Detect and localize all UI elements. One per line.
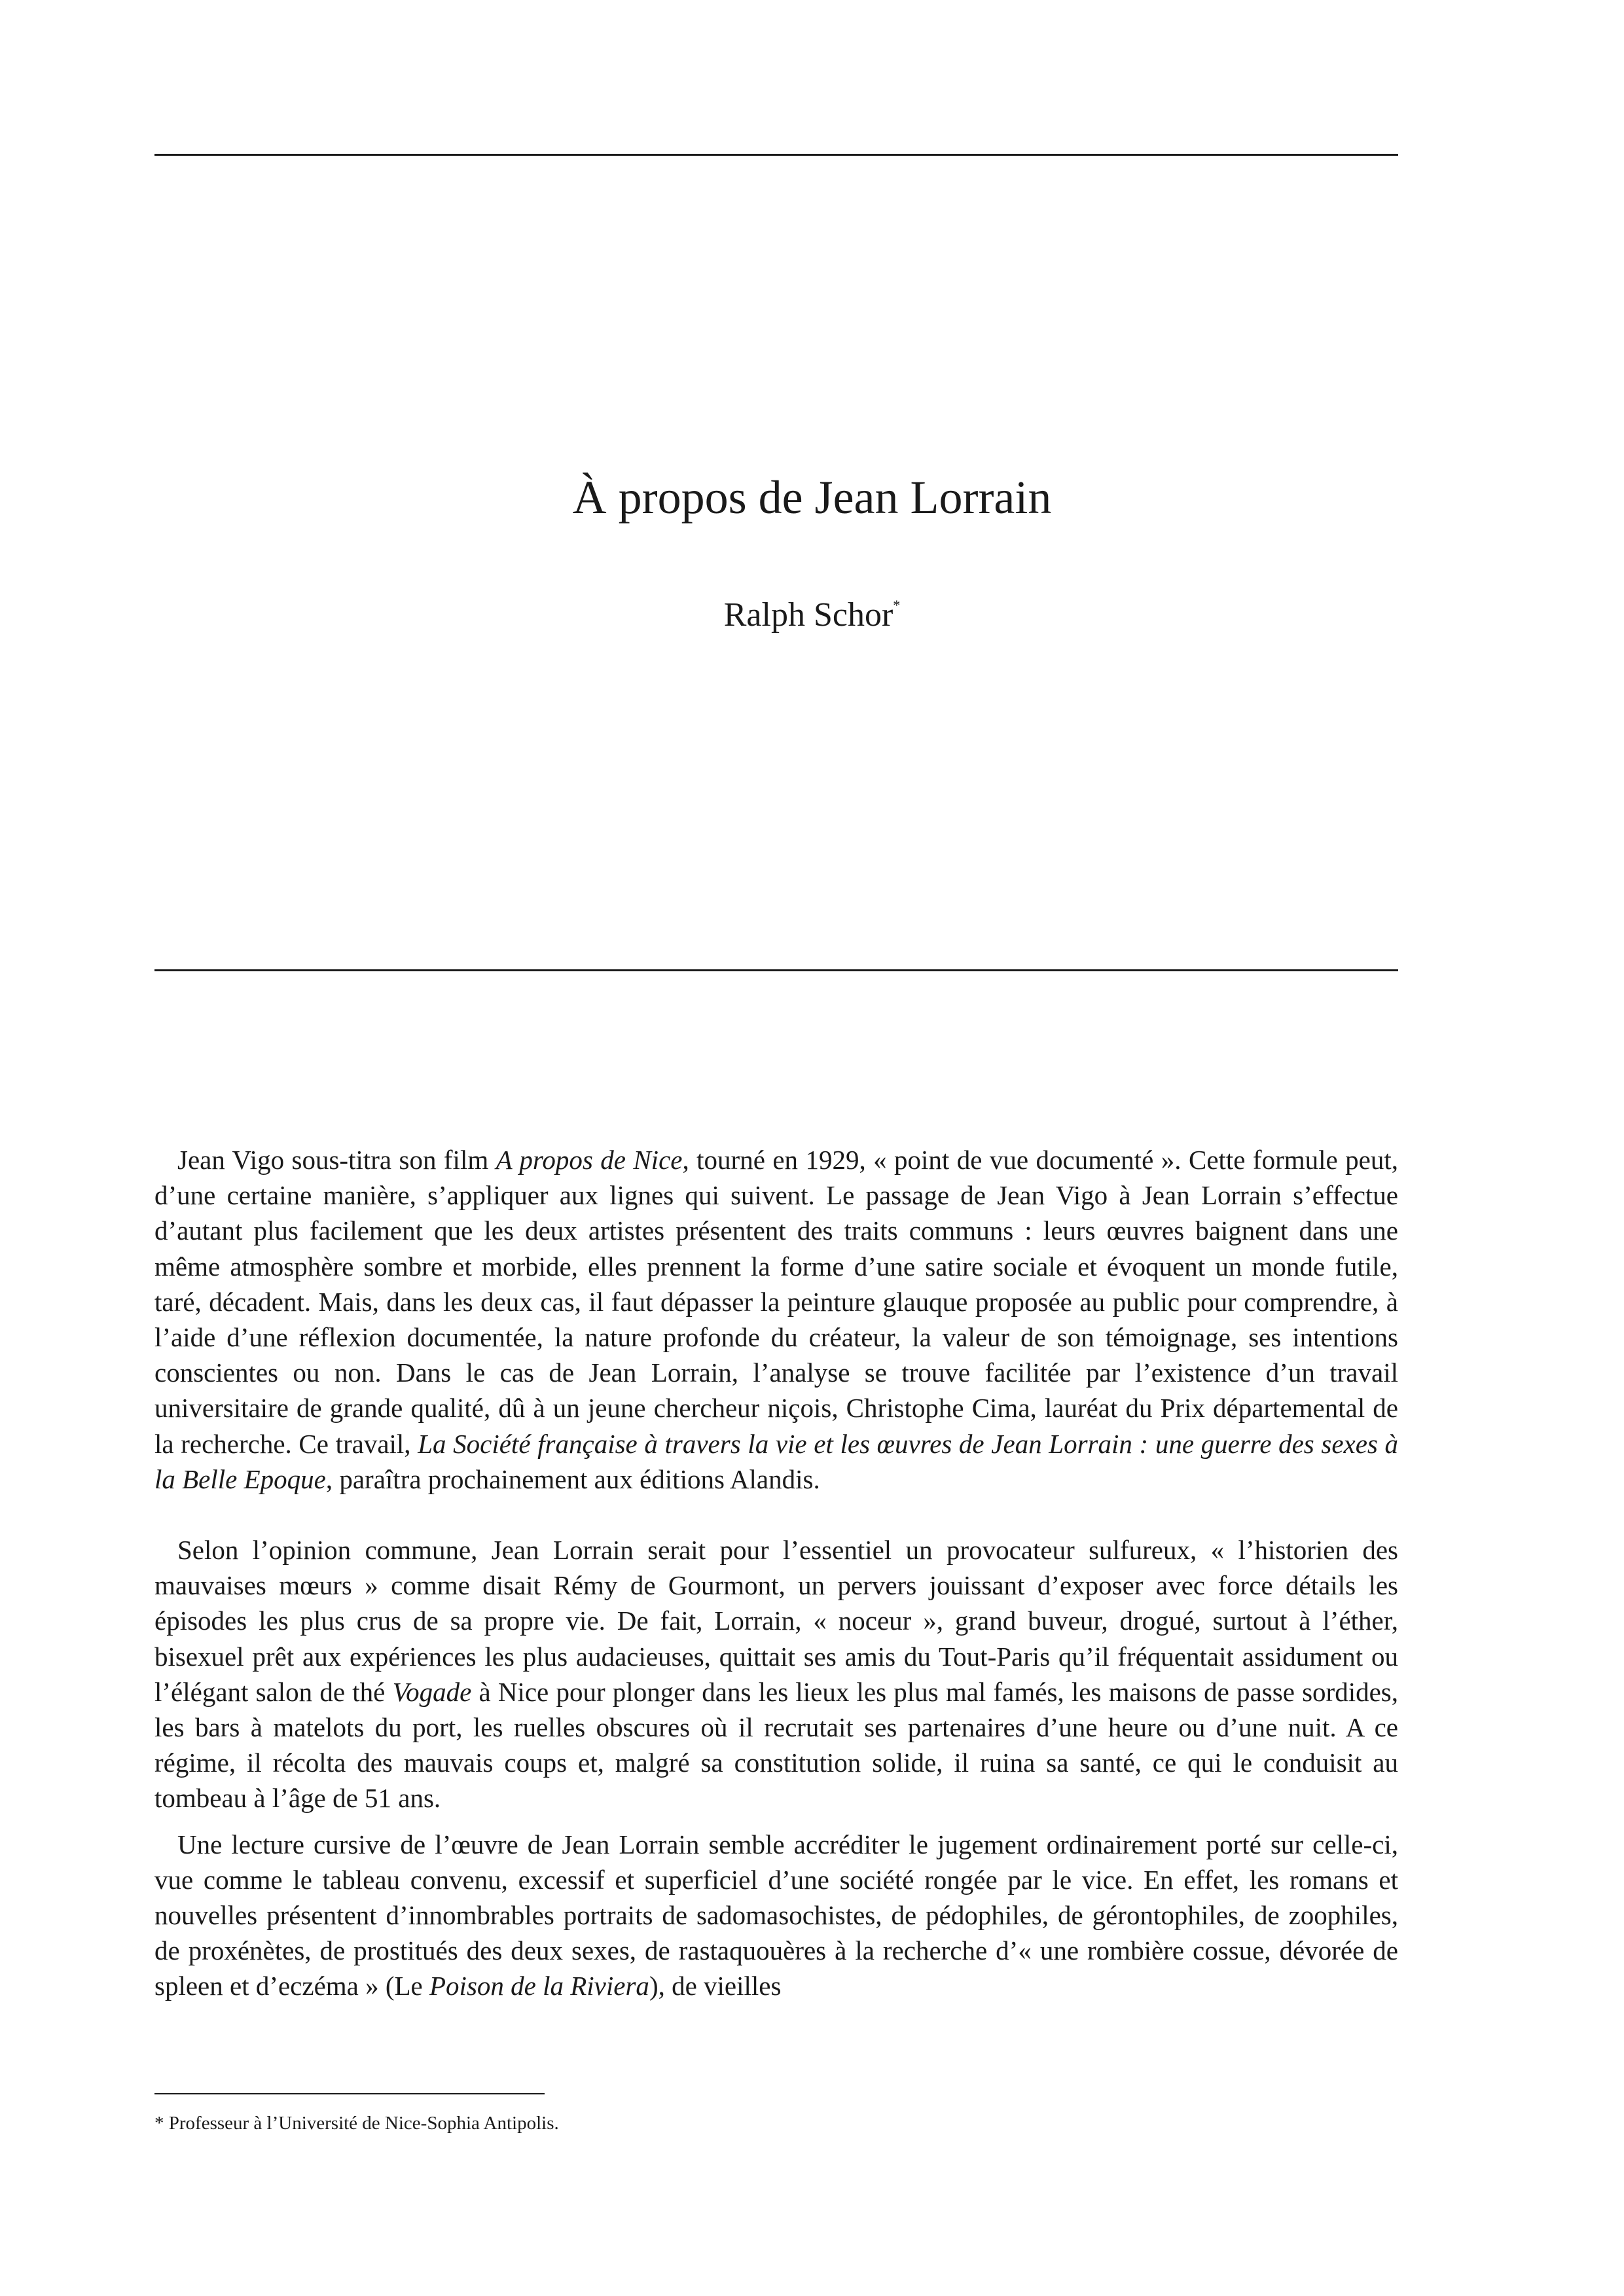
footnote: * Professeur à l’Université de Nice-Sophia Antipolis. — [154, 2113, 559, 2134]
italic-run: Vogade — [392, 1676, 472, 1707]
paragraph — [154, 1827, 1398, 2004]
paragraph — [154, 1142, 1398, 1497]
article-author — [0, 592, 1624, 638]
footnote-marker: * — [893, 597, 901, 613]
italic-run: La Société française à travers la vie et les œuvres de Jean Lorrain : une guerre des sexes à la Belle Epoque — [154, 1428, 1398, 1494]
text-run: à Nice pour plonger dans les lieux les plus mal famés, les maisons de passe sordides, les bars à matelots du port, les ruelles obscures où il recrutait ses partenaires d’une heure ou d’une nuit. A ce régime, il récolta des mauvais coups et, malgré sa constitution solide, il ruina sa santé, ce qui le conduisit au tombeau à l’âge de 51 ans. — [154, 1676, 1398, 1814]
bottom-rule — [154, 969, 1398, 971]
text-run: ), de vieilles — [649, 1971, 782, 2001]
article-title: À propos de Jean Lorrain — [572, 471, 1052, 524]
italic-run: A propos de Nice — [496, 1145, 683, 1175]
text-run: Jean Vigo sous-titra son film — [177, 1145, 496, 1175]
article-body — [154, 1142, 1398, 2004]
author-name: Ralph Schor — [723, 596, 893, 634]
top-rule — [154, 154, 1398, 156]
paragraph — [154, 1532, 1398, 1816]
text-run: Selon l’opinion commune, Jean Lorrain serait pour l’essentiel un provocateur sulfureux, « l’historien des mauvaises mœurs » comme disait Rémy de Gourmont, un pervers jouissant d’exposer avec force détails les épisodes les plus crus de sa propre vie. De fait, Lorrain, « noceur », grand buveur, drogué, surtout à l’éther, bisexuel prêt aux expériences les plus audacieuses, quittait ses amis du Tout-Paris qu’il fréquentait assidument ou l’élégant salon de thé — [154, 1535, 1398, 1707]
text-run: , tourné en 1929, « point de vue documenté ». Cette formule peut, d’une certaine manière, s’appliquer aux lignes qui suivent. Le passage de Jean Vigo à Jean Lorrain s’effectue d’autant plus facilement que les deux artistes présentent des traits communs : leurs œuvres baignent dans une même atmosphère sombre et morbide, elles prennent la forme d’une satire sociale et évoquent un monde futile, taré, décadent. Mais, dans les deux cas, il faut dépasser la peinture glauque proposée au public pour comprendre, à l’aide d’une réflexion documentée, la nature profonde du créateur, la valeur de son témoignage, ses intentions conscientes ou non. Dans le cas de Jean Lorrain, l’analyse se trouve facilitée par l’existence d’un travail universitaire de grande qualité, dû à un jeune chercheur niçois, Christophe Cima, lauréat du Prix départemental de la recherche. Ce travail, — [154, 1145, 1398, 1459]
text-run: Une lecture cursive de l’œuvre de Jean Lorrain semble accréditer le jugement ordinairement porté sur celle-ci, vue comme le tableau convenu, excessif et superficiel d’une société rongée par le vice. En effet, les romans et nouvelles présentent d’innombrables portraits de sadomasochistes, de pédophiles, de gérontophiles, de zoophiles, de proxénètes, de prostitués des deux sexes, de rastaquouères à la recherche d’« une rombière cossue, dévorée de spleen et d’eczéma » (Le — [154, 1829, 1398, 2001]
italic-run: Poison de la Riviera — [429, 1971, 649, 2001]
text-run: , paraîtra prochainement aux éditions Alandis. — [325, 1463, 820, 1494]
footnote-rule — [154, 2093, 545, 2094]
